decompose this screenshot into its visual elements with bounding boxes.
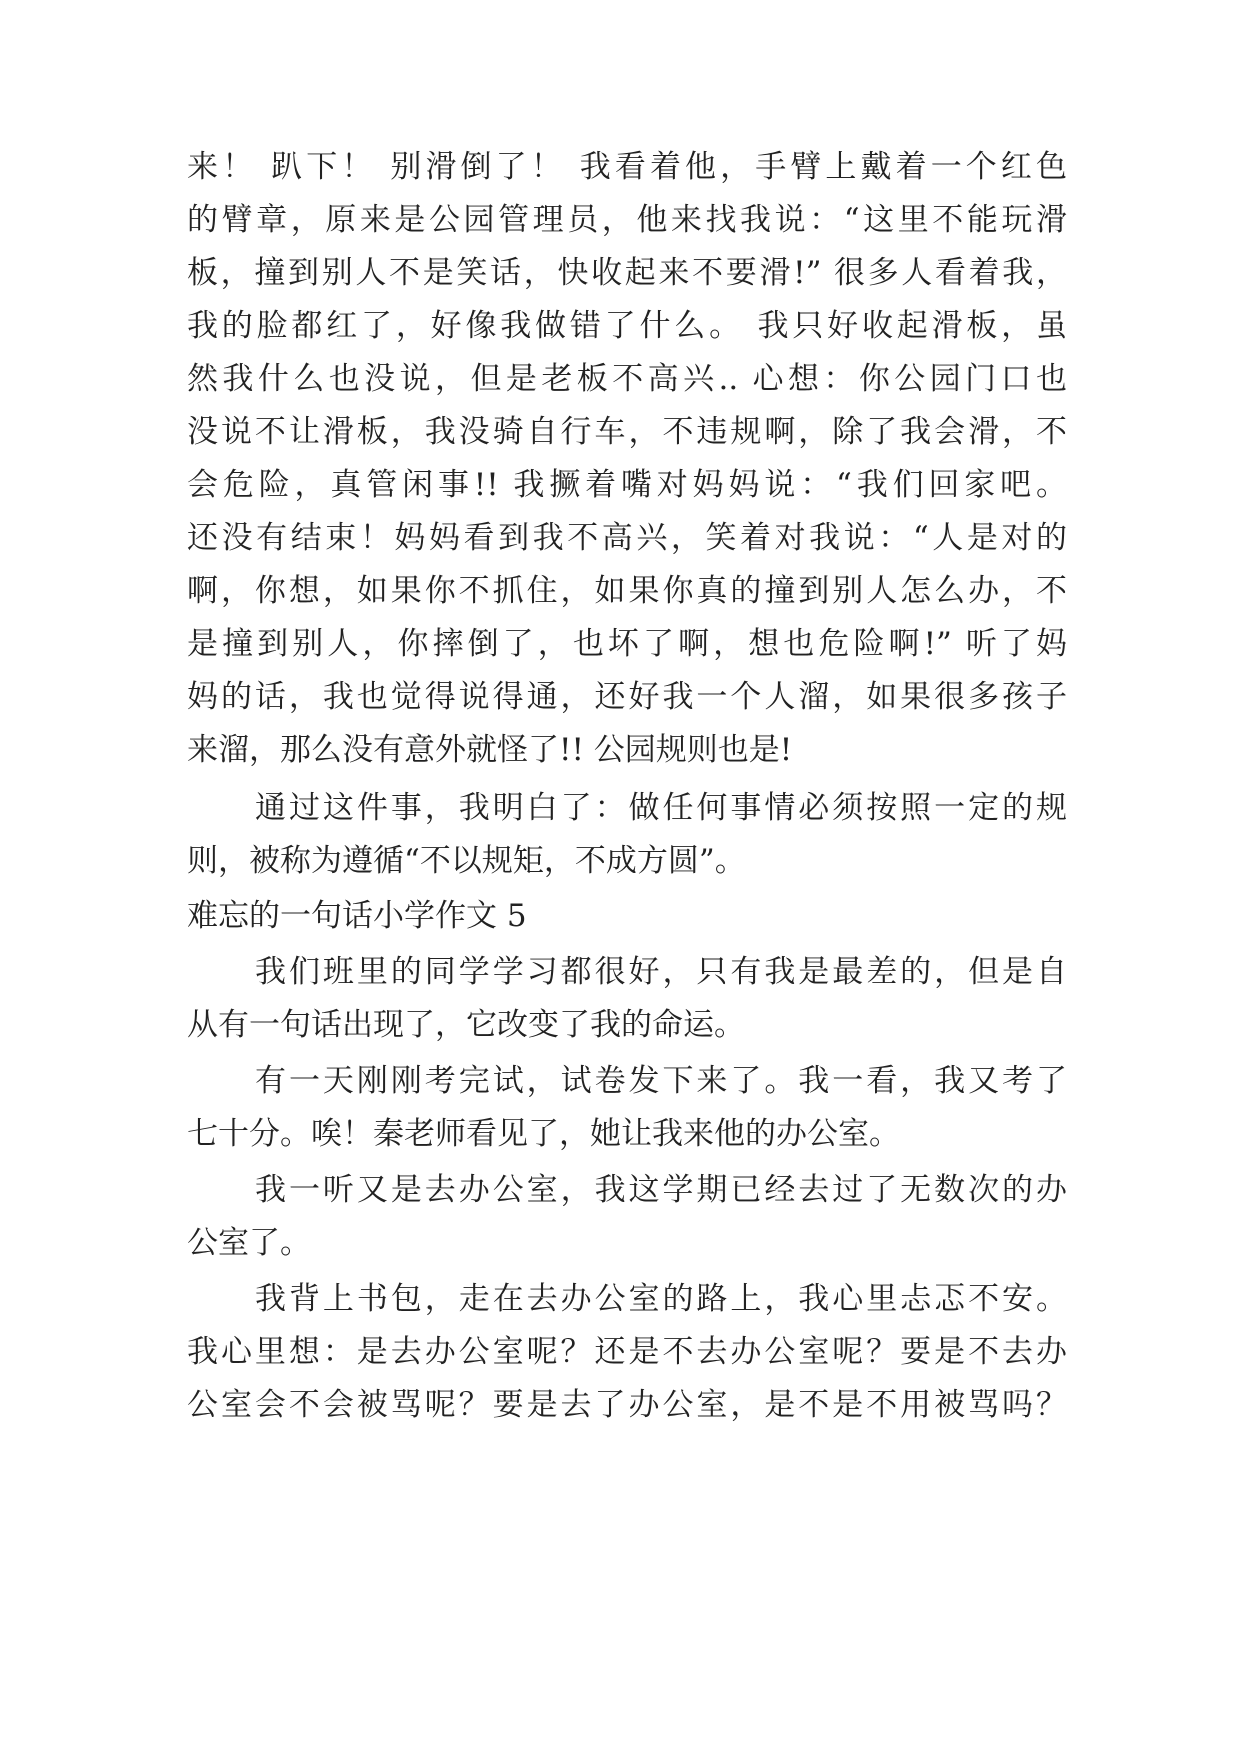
- text-line: 我们班里的同学学习都很好，只有我是最差的，但是自: [255, 954, 1067, 990]
- text-line: 然我什么也没说，但是老板不高兴.. 心想：你公园门口也: [187, 361, 1067, 397]
- text-line: 有一天刚刚考完试，试卷发下来了。我一看，我又考了: [255, 1063, 1067, 1099]
- text-line: 的臂章，原来是公园管理员，他来找我说：“这里不能玩滑: [187, 202, 1067, 238]
- text-line: 是撞到别人，你摔倒了，也坏了啊，想也危险啊!” 听了妈: [187, 626, 1067, 662]
- text-line: 公室会不会被骂呢？要是去了办公室，是不是不用被骂吗？: [187, 1387, 1067, 1423]
- text-line: 我背上书包，走在去办公室的路上，我心里忐忑不安。: [255, 1281, 1067, 1317]
- text-line: 我心里想：是去办公室呢？还是不去办公室呢？要是不去办: [187, 1334, 1067, 1370]
- text-line: 我的脸都红了，好像我做错了什么。 我只好收起滑板，虽: [187, 308, 1067, 344]
- text-line: 还没有结束！妈妈看到我不高兴，笑着对我说：“人是对的: [187, 520, 1067, 556]
- text-line: 没说不让滑板，我没骑自行车，不违规啊，除了我会滑，不: [187, 414, 1067, 450]
- text-line: 板，撞到别人不是笑话，快收起来不要滑!” 很多人看着我，: [187, 255, 1067, 291]
- section-heading: 难忘的一句话小学作文 5: [187, 898, 527, 934]
- text-line: 从有一句话出现了，它改变了我的命运。: [187, 1007, 745, 1043]
- text-line: 七十分。唉！秦老师看见了，她让我来他的办公室。: [187, 1116, 900, 1152]
- text-line: 来溜，那么没有意外就怪了!! 公园规则也是!: [187, 732, 793, 768]
- text-line: 公室了。: [187, 1225, 311, 1261]
- text-line: 我一听又是去办公室，我这学期已经去过了无数次的办: [255, 1172, 1067, 1208]
- text-line: 来！ 趴下！ 别滑倒了！ 我看着他，手臂上戴着一个红色: [187, 149, 1067, 185]
- text-line: 通过这件事，我明白了：做任何事情必须按照一定的规: [255, 790, 1067, 826]
- text-line: 妈的话，我也觉得说得通，还好我一个人溜，如果很多孩子: [187, 679, 1067, 715]
- text-line: 则，被称为遵循“不以规矩，不成方圆”。: [187, 843, 746, 879]
- text-line: 啊，你想，如果你不抓住，如果你真的撞到别人怎么办，不: [187, 573, 1067, 609]
- text-line: 会危险，真管闲事!! 我撅着嘴对妈妈说：“我们回家吧。: [187, 467, 1067, 503]
